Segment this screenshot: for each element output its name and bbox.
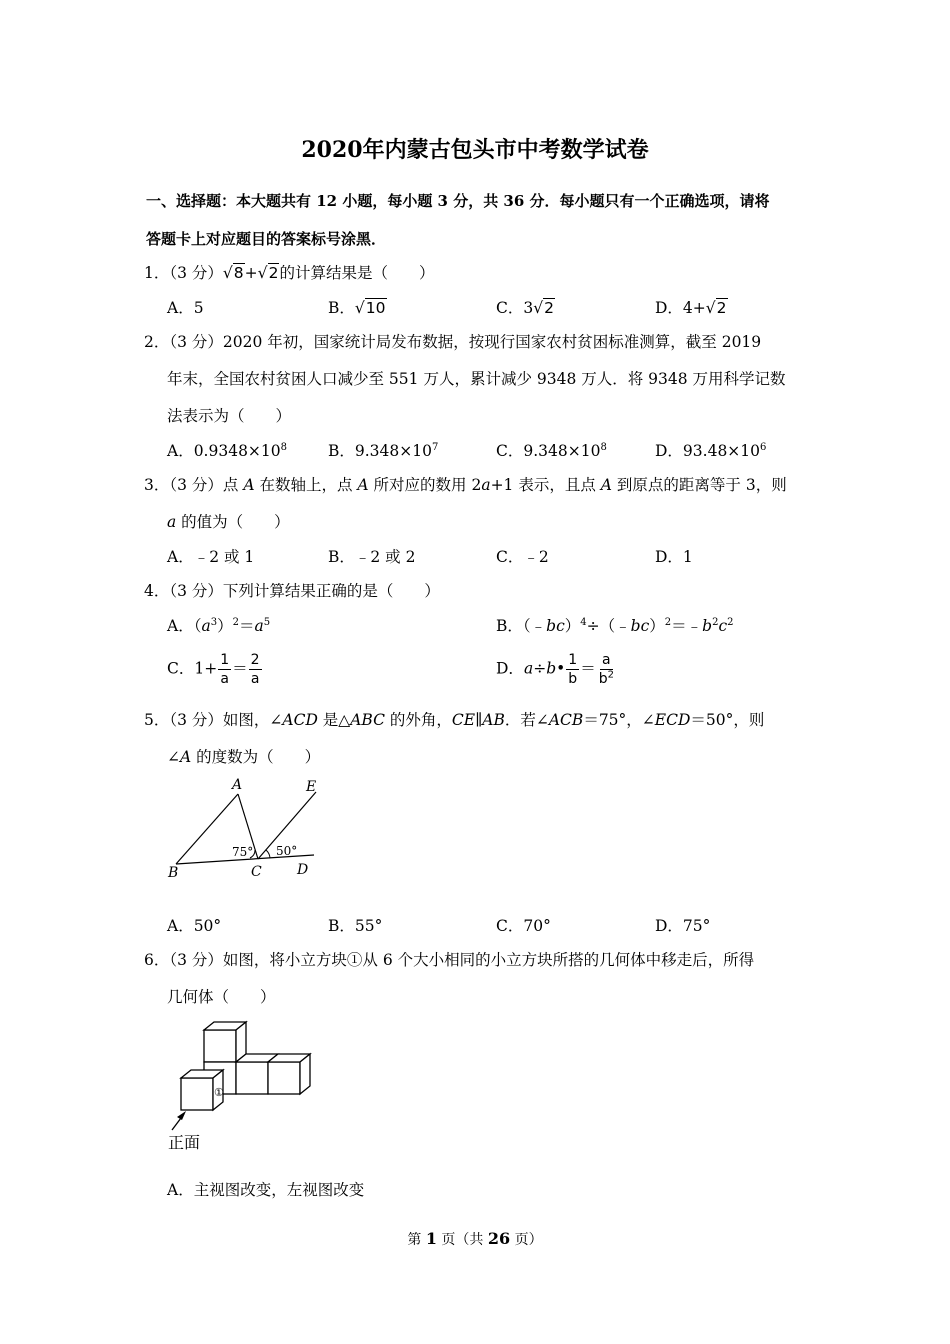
cube-front [181, 1078, 213, 1110]
question-4-line1: 4．（3 分）下列计算结果正确的是（ ） [144, 582, 440, 600]
q2-option-b: B．$9.348\times 10^7$ [328, 441, 439, 460]
q3-option-c: C．﹣2 [496, 548, 549, 566]
q6-cube-figure [164, 1016, 314, 1156]
q6-option-a: A．主视图改变，左视图改变 [167, 1181, 365, 1199]
q1-prefix: 1．（3 分） [144, 264, 223, 282]
label-b: B [168, 865, 179, 881]
q4-option-c: C．1+ $\frac{1}{a}$ ＝ $\frac{2}{a}$ [167, 652, 260, 687]
q2-option-a: A．$0.9348\times 10^8$ [167, 441, 288, 460]
q4d-fraction-2: $\frac{a}{b^2}$ [598, 652, 614, 687]
label-d: D [297, 862, 309, 878]
q3-option-d: D．1 [655, 548, 693, 566]
angle-label-50: 50° [276, 844, 298, 858]
question-6-line2: 几何体（ ） [167, 988, 276, 1006]
q5-geometry-figure [160, 772, 330, 884]
front-label: 正面 [168, 1133, 201, 1152]
q3-option-b: B．﹣2 或 2 [328, 548, 416, 566]
line-ab [176, 794, 238, 864]
q4-option-d: D．a÷b• $\frac{1}{b}$ ＝ $\frac{a}{b^2}$ [496, 652, 614, 687]
question-5-line1: 5．（3 分）如图，∠ACD 是△ABC 的外角，CE∥AB．若∠ACB＝75°，∠ECD＝50°，则 [144, 711, 765, 729]
section-header-line1: 一、选择题：本大题共有 12 小题，每小题 3 分，共 36 分．每小题只有一个正确选项，请将 [146, 192, 770, 210]
question-2-line2: 年末，全国农村贫困人口减少至 551 万人，累计减少 9348 万人．将 9348 万用科学记数 [167, 370, 786, 388]
question-6-line1: 6．（3 分）如图，将小立方块①从 6 个大小相同的小立方块所搭的几何体中移走后，所得 [144, 951, 755, 969]
q1-sqrt-b: √2 [257, 264, 279, 282]
question-3-line2: a 的值为（ ） [167, 513, 290, 531]
angle-label-75: 75° [232, 845, 254, 859]
cube-top [204, 1030, 236, 1062]
q1-option-a: A．5 [167, 299, 204, 317]
q5-option-d: D．75° [655, 917, 711, 935]
question-2-line3: 法表示为（ ） [167, 407, 292, 425]
q4c-fraction-2: $\frac{2}{a}$ [250, 652, 260, 687]
q4c-fraction-1: $\frac{1}{a}$ [220, 652, 230, 687]
arrow-head [177, 1111, 186, 1120]
section-header-line2: 答题卡上对应题目的答案标号涂黑． [146, 230, 387, 248]
label-e: E [306, 779, 317, 795]
cube-back-right-side [300, 1054, 310, 1094]
q4-option-a: A．$(a^3)^2=a^5$ [167, 616, 271, 635]
cube-back-mid [236, 1062, 268, 1094]
q5-option-c: C．70° [496, 917, 551, 935]
cube-mark-1: ① [214, 1086, 224, 1099]
angle-arc-ecd [266, 850, 270, 858]
question-1: 1．（3 分）√8+√2的计算结果是（ ） [144, 264, 435, 282]
q1-option-d: D．4+√2 [655, 299, 727, 317]
q4-option-b: B．$(﹣bc)^4\div(﹣bc)^2=﹣b^2c^2$ [496, 616, 734, 635]
q4d-fraction-1: $\frac{1}{b}$ [568, 652, 578, 687]
q2-option-c: C．$9.348\times 10^8$ [496, 441, 607, 460]
question-3-line1: 3．（3 分）点 A 在数轴上，点 A 所对应的数用 2a+1 表示，且点 A 到原点的距离等于 3，则 [144, 476, 787, 494]
label-c: C [251, 864, 262, 880]
q5-option-b: B．55° [328, 917, 383, 935]
question-2-line1: 2．（3 分）2020 年初，国家统计局发布数据，按现行国家农村贫困标准测算，截至 2019 [144, 333, 762, 351]
q5-option-a: A．50° [167, 917, 222, 935]
page-footer: 第 1 页（共 26 页） [407, 1229, 543, 1248]
label-a: A [232, 777, 243, 793]
q1-option-b: B．√10 [328, 299, 386, 317]
page-title: 2020年内蒙古包头市中考数学试卷 [301, 137, 649, 163]
q3-option-a: A．﹣2 或 1 [167, 548, 255, 566]
cube-back-right [268, 1062, 300, 1094]
q1-sqrt-a: √8 [222, 264, 244, 282]
question-5-line2: ∠A 的度数为（ ） [167, 748, 321, 766]
q2-option-d: D．$93.48\times 10^6$ [655, 441, 767, 460]
q1-option-c: C．3√2 [496, 299, 554, 317]
